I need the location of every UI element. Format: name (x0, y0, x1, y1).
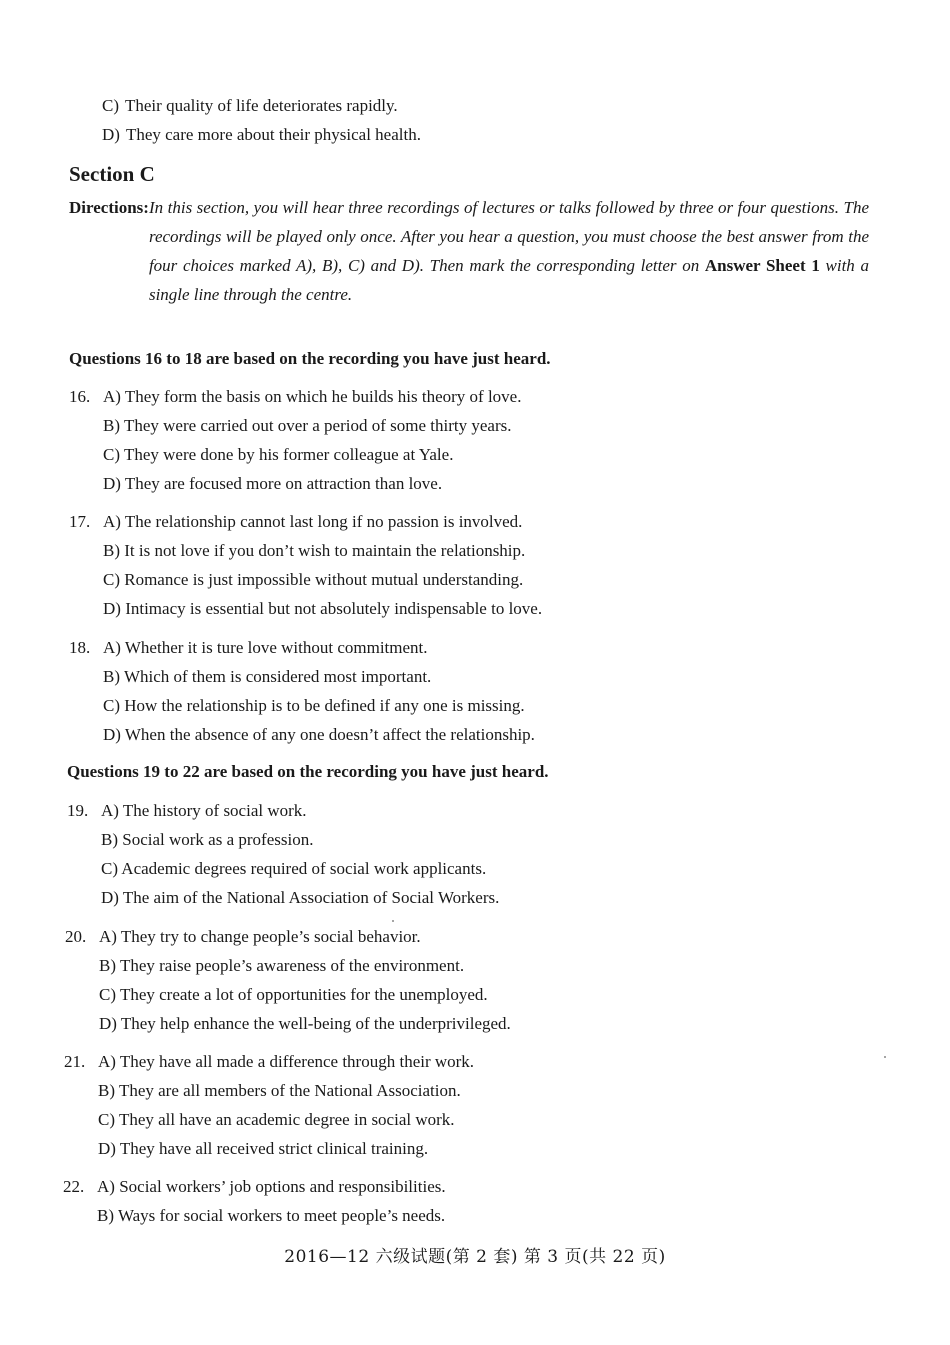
question-row (69, 633, 535, 662)
question-number: 16. (69, 387, 91, 406)
page-footer: 2016—12 六级试题(第 2 套) 第 3 页(共 22 页) (284, 1247, 666, 1267)
option-b: B) They raise people’s awareness of the environment. (99, 956, 465, 975)
directions-label: Directions: (69, 198, 149, 217)
option-d: D) Intimacy is essential but not absolutely indispensable to love. (103, 599, 543, 618)
question-row (69, 507, 542, 536)
question-row (63, 1172, 446, 1201)
option-b: B) Ways for social workers to meet people’s needs. (97, 1206, 446, 1225)
option-b: B) Which of them is considered most important. (103, 667, 432, 686)
scan-speck (392, 920, 394, 922)
question-row (64, 1047, 474, 1076)
option-d: D) They have all received strict clinical training. (98, 1139, 429, 1158)
directions-text-part1: In this section, you will hear three recordings of lectures or talks followed by three or four questions. The recordings will be played only once. After you hear a question, you must choose the best answer from the four choices marked A), B), C) and D). Then mark the corresponding letter on (148, 198, 869, 275)
section-title: Section C (69, 162, 155, 186)
option-c: C) How the relationship is to be defined if any one is missing. (103, 696, 525, 715)
option-d: D) They help enhance the well-being of the underprivileged. (99, 1014, 511, 1033)
question-20 (65, 922, 511, 1038)
question-19 (67, 796, 499, 912)
group-heading-16-18: Questions 16 to 18 are based on the recording you have just heard. (69, 349, 551, 368)
question-row (69, 382, 521, 411)
option-a: A) They try to change people’s social behavior. (99, 927, 421, 946)
question-17 (69, 507, 542, 623)
question-row (65, 922, 511, 951)
option-a: A) They have all made a difference through their work. (98, 1052, 475, 1071)
option-b: B) They were carried out over a period of some thirty years. (103, 416, 512, 435)
prev-option-d (102, 125, 421, 145)
option-b: B) It is not love if you don’t wish to maintain the relationship. (103, 541, 526, 560)
question-number: 22. (63, 1177, 85, 1196)
option-d: D) They are focused more on attraction than love. (103, 474, 443, 493)
option-d: D) When the absence of any one doesn’t affect the relationship. (103, 725, 535, 744)
directions (69, 193, 869, 309)
option-a: A) The relationship cannot last long if no passion is involved. (103, 512, 523, 531)
option-c: C) They all have an academic degree in social work. (98, 1110, 455, 1129)
directions-text-part2: with a single line through the centre. (148, 256, 869, 304)
question-number: 18. (69, 638, 91, 657)
question-row (67, 796, 499, 825)
scan-speck (884, 1056, 886, 1058)
option-c: C) They were done by his former colleague at Yale. (103, 445, 454, 464)
option-letter: C) (102, 96, 119, 115)
prev-option-c (102, 96, 398, 116)
group-heading-19-22: Questions 19 to 22 are based on the recording you have just heard. (67, 762, 549, 781)
question-16 (69, 382, 521, 498)
option-d: D) The aim of the National Association of Social Workers. (101, 888, 500, 907)
option-c: C) Academic degrees required of social work applicants. (101, 859, 487, 878)
question-18 (69, 633, 535, 749)
answer-sheet-ref: Answer Sheet 1 (704, 256, 820, 275)
option-text: They care more about their physical health. (125, 125, 421, 144)
option-a: A) They form the basis on which he builds his theory of love. (103, 387, 522, 406)
option-c: C) They create a lot of opportunities for the unemployed. (99, 985, 488, 1004)
question-number: 19. (67, 801, 89, 820)
option-a: A) Social workers’ job options and responsibilities. (97, 1177, 446, 1196)
option-b: B) Social work as a profession. (101, 830, 314, 849)
question-21 (64, 1047, 474, 1163)
option-a: A) The history of social work. (101, 801, 307, 820)
option-b: B) They are all members of the National Association. (98, 1081, 461, 1100)
question-number: 21. (64, 1052, 86, 1071)
directions-text (149, 193, 869, 309)
question-number: 20. (65, 927, 87, 946)
option-letter: D) (102, 125, 120, 144)
question-22 (63, 1172, 446, 1230)
option-a: A) Whether it is ture love without commitment. (103, 638, 428, 657)
question-number: 17. (69, 512, 91, 531)
option-c: C) Romance is just impossible without mutual understanding. (103, 570, 524, 589)
option-text: Their quality of life deteriorates rapidly. (125, 96, 398, 115)
